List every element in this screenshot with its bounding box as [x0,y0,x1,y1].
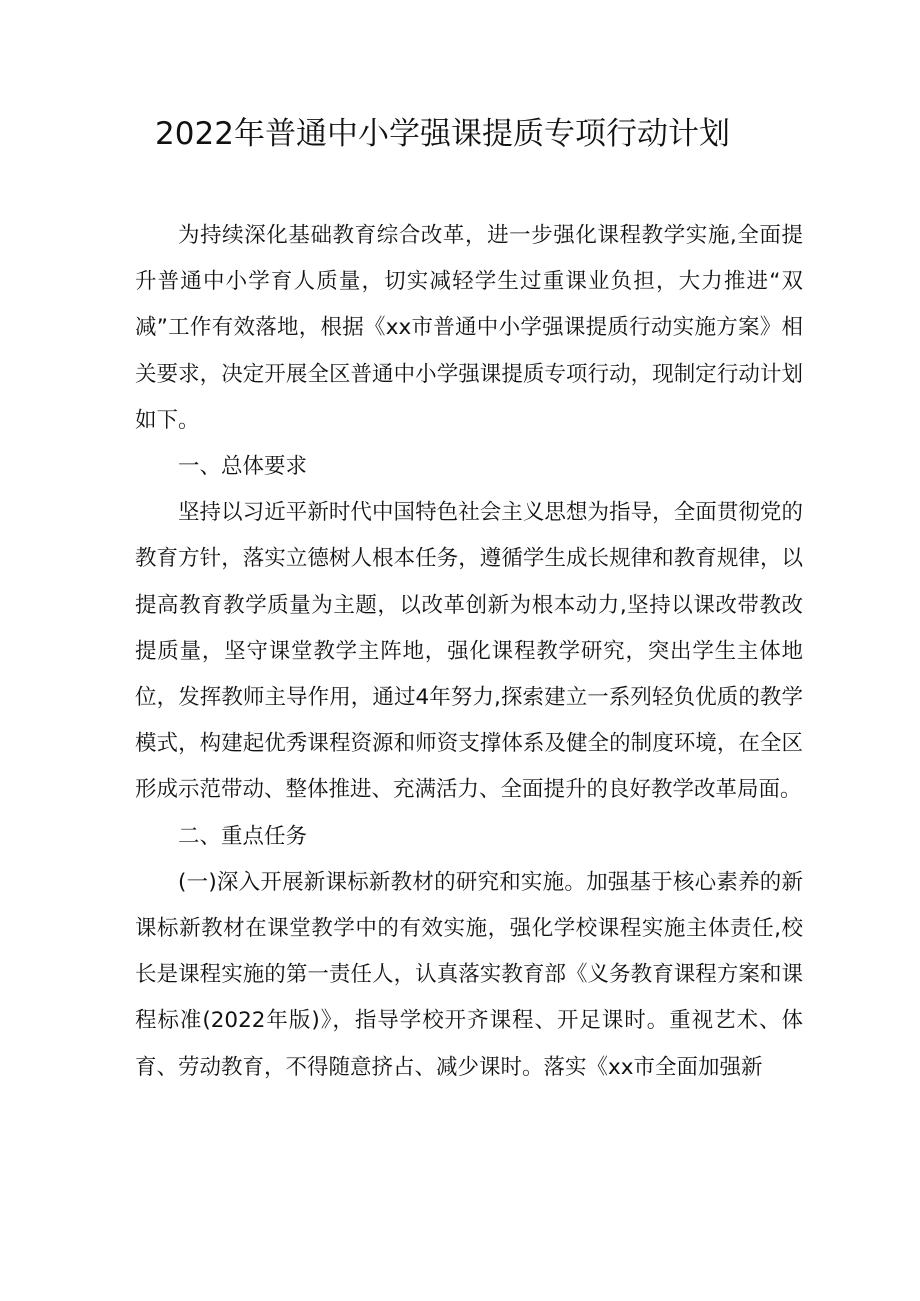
document-body [135,213,803,1091]
key-task-1-paragraph: (一)深入开展新课标新教材的研究和实施。加强基于核心素养的新课标新教材在课堂教学中的有效实施，强化学校课程实施主体责任,校长是课程实施的第一责任人，认真落实教育部《义务教育课程方案和课程标准(2022年版)》，指导学校开齐课程、开足课时。重视艺术、体育、劳动教育，不得随意挤占、减少课时。落实《xx市全面加强新 [135,869,803,1080]
intro-paragraph: 为持续深化基础教育综合改革，进一步强化课程教学实施,全面提升普通中小学育人质量，切实减轻学生过重课业负担，大力推进“双减”工作有效落地，根据《xx市普通中小学强课提质行动实施方案》相关要求，决定开展全区普通中小学强课提质专项行动，现制定行动计划如下。 [135,223,803,433]
overall-requirements-paragraph: 坚持以习近平新时代中国特色社会主义思想为指导，全面贯彻党的教育方针，落实立德树人根本任务，遵循学生成长规律和教育规律，以提高教育教学质量为主题，以改革创新为根本动力,坚持以课改带教改提质量，坚守课堂教学主阵地，强化课程教学研究，突出学生主体地位，发挥教师主导作用，通过4年努力,探索建立一系列轻负优质的教学模式，构建起优秀课程资源和师资支撑体系及健全的制度环境，在全区形成示范带动、整体推进、充满活力、全面提升的良好教学改革局面。 [135,500,803,803]
section-heading-key-tasks: 二、重点任务 [178,823,308,849]
section-heading-overall-requirements: 一、总体要求 [178,454,308,480]
document-title: 2022年普通中小学强课提质专项行动计划 [155,116,730,152]
